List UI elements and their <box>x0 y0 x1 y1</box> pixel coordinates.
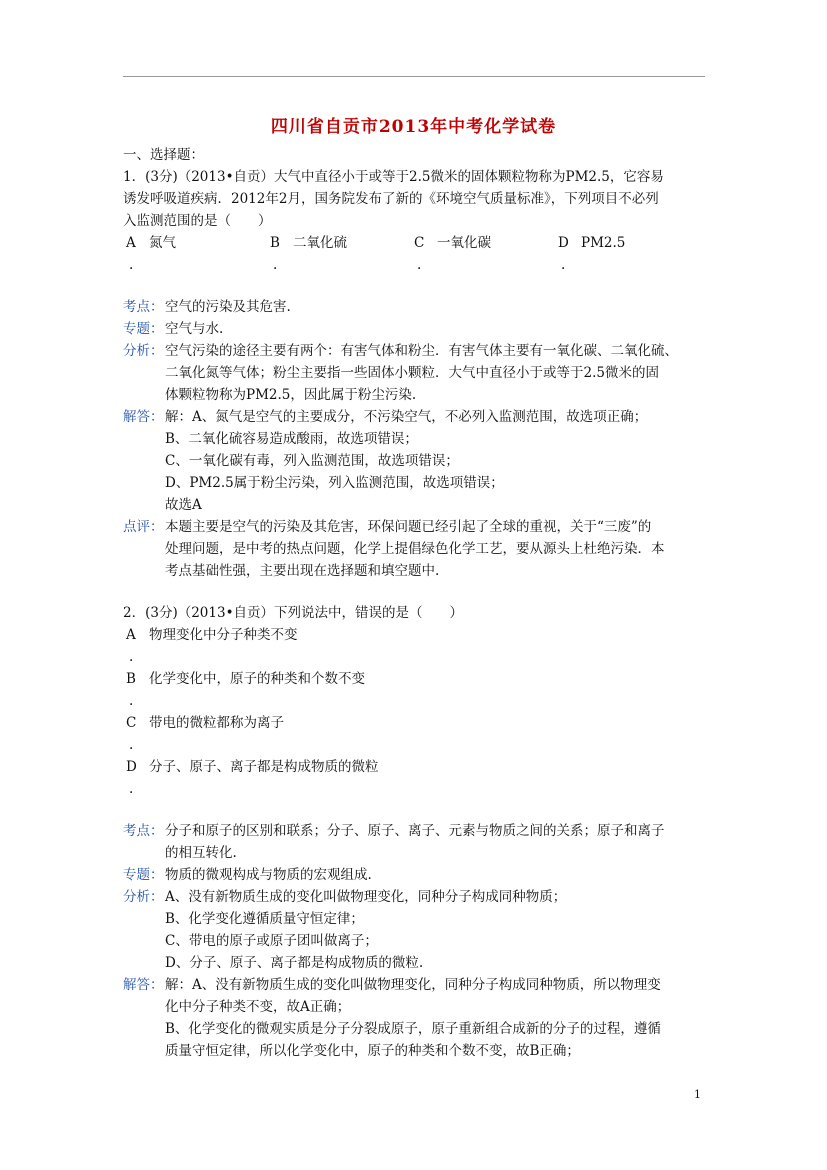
q1-option-a-dot: . <box>129 257 134 273</box>
q2-option-d-dot: . <box>129 781 134 797</box>
q1-jieda-line-1: 解：A、氮气是空气的主要成分，不污染空气，不必列入监测范围，故选项正确； <box>165 409 648 425</box>
page-title: 四川省自贡市2013年中考化学试卷 <box>270 117 557 137</box>
q2-stem: 2．(3分)（2013•自贡）下列说法中，错误的是（ ） <box>123 605 464 621</box>
q1-zhuanti-label: 专题： <box>123 321 164 337</box>
q1-option-b-text: 二氧化硫 <box>293 235 347 251</box>
q1-stem-line-3: 入监测范围的是（ ） <box>123 213 272 229</box>
q2-option-c-dot: . <box>129 737 134 753</box>
section-heading: 一、选择题： <box>123 147 204 163</box>
q2-jieda-line-3: B、化学变化的微观实质是分子分裂成原子，原子重新组合成新的分子的过程，遵循 <box>165 1021 661 1037</box>
q2-jieda-label: 解答： <box>123 977 164 993</box>
q1-option-a-text: 氮气 <box>149 235 176 251</box>
q1-fenxi-line-3: 体颗粒物称为PM2.5，因此属于粉尘污染. <box>165 387 417 403</box>
q1-stem-line-2: 诱发呼吸道疾病．2012年2月，国务院发布了新的《环境空气质量标准》，下列项目不必列 <box>123 191 659 207</box>
q1-jieda-line-2: B、二氧化硫容易造成酸雨，故选项错误； <box>165 431 418 447</box>
q1-jieda-line-3: C、一氧化碳有毒，列入监测范围，故选项错误； <box>165 453 459 469</box>
q1-option-d-letter: D <box>558 235 569 251</box>
q2-option-b-text: 化学变化中，原子的种类和个数不变 <box>149 671 365 687</box>
q2-option-a-text: 物理变化中分子种类不变 <box>149 627 298 643</box>
q2-jieda-line-4: 质量守恒定律，所以化学变化中，原子的种类和个数不变，故B正确； <box>165 1043 580 1059</box>
q2-fenxi-label: 分析： <box>123 889 164 905</box>
q1-option-d-dot: . <box>561 257 566 273</box>
q1-stem-line-1: 1．(3分)（2013•自贡）大气中直径小于或等于2.5微米的固体颗粒物称为PM2.5，它容易 <box>123 169 664 185</box>
q2-option-c-letter: C <box>126 715 137 731</box>
q2-kaodian-label: 考点： <box>123 823 164 839</box>
q1-option-b-dot: . <box>273 257 278 273</box>
q2-option-c-text: 带电的微粒都称为离子 <box>149 715 284 731</box>
q2-option-d-text: 分子、原子、离子都是构成物质的微粒 <box>149 759 379 775</box>
q2-fenxi-line-1: A、没有新物质生成的变化叫做物理变化，同种分子构成同种物质； <box>165 889 567 905</box>
q1-jieda-label: 解答： <box>123 409 164 425</box>
q1-fenxi-line-2: 二氧化氮等气体；粉尘主要指一些固体小颗粒．大气中直径小于或等于2.5微米的固 <box>165 365 659 381</box>
q1-dianping-line-1: 本题主要是空气的污染及其危害，环保问题已经引起了全球的重视，关于“三废”的 <box>165 519 652 535</box>
q1-kaodian-label: 考点： <box>123 299 164 315</box>
q1-option-a-letter: A <box>126 235 136 251</box>
q1-option-c-letter: C <box>414 235 425 251</box>
q2-option-b-dot: . <box>129 693 134 709</box>
q2-fenxi-line-2: B、化学变化遵循质量守恒定律； <box>165 911 364 927</box>
q2-jieda-line-1: 解：A、没有新物质生成的变化叫做物理变化，同种分子构成同种物质，所以物理变 <box>165 977 661 993</box>
q1-zhuanti: 空气与水. <box>165 321 224 337</box>
q2-zhuanti-label: 专题： <box>123 867 164 883</box>
q2-kaodian-line-1: 分子和原子的区别和联系；分子、原子、离子、元素与物质之间的关系；原子和离子 <box>165 823 665 839</box>
q1-fenxi-label: 分析： <box>123 343 164 359</box>
header-rule <box>123 76 705 77</box>
q1-dianping-line-3: 考点基础性强，主要出现在选择题和填空题中. <box>165 563 440 579</box>
q2-option-b-letter: B <box>126 671 136 687</box>
q2-fenxi-line-4: D、分子、原子、离子都是构成物质的微粒. <box>165 955 424 971</box>
q2-jieda-line-2: 化中分子种类不变，故A正确； <box>165 999 351 1015</box>
q1-jieda-line-4: D、PM2.5属于粉尘污染，列入监测范围，故选项错误； <box>165 475 504 491</box>
q1-dianping-label: 点评： <box>123 519 164 535</box>
q1-dianping-line-2: 处理问题，是中考的热点问题，化学上提倡绿色化学工艺，要从源头上杜绝污染．本 <box>165 541 665 557</box>
q1-option-c-dot: . <box>417 257 422 273</box>
q1-option-b-letter: B <box>270 235 280 251</box>
q1-option-d-text: PM2.5 <box>581 235 626 251</box>
q2-fenxi-line-3: C、带电的原子或原子团叫做离子； <box>165 933 378 949</box>
page-number: 1 <box>694 1088 701 1101</box>
q2-kaodian-line-2: 的相互转化. <box>165 845 237 861</box>
q2-option-a-dot: . <box>129 649 134 665</box>
q1-jieda-line-5: 故选A <box>165 497 202 513</box>
q1-option-c-text: 一氧化碳 <box>437 235 491 251</box>
q1-fenxi-line-1: 空气污染的途径主要有两个：有害气体和粉尘．有害气体主要有一氧化碳、二氧化硫、 <box>165 343 678 359</box>
q2-option-a-letter: A <box>126 627 136 643</box>
q2-zhuanti: 物质的微观构成与物质的宏观组成. <box>165 867 372 883</box>
q2-option-d-letter: D <box>126 759 137 775</box>
q1-kaodian: 空气的污染及其危害. <box>165 299 291 315</box>
